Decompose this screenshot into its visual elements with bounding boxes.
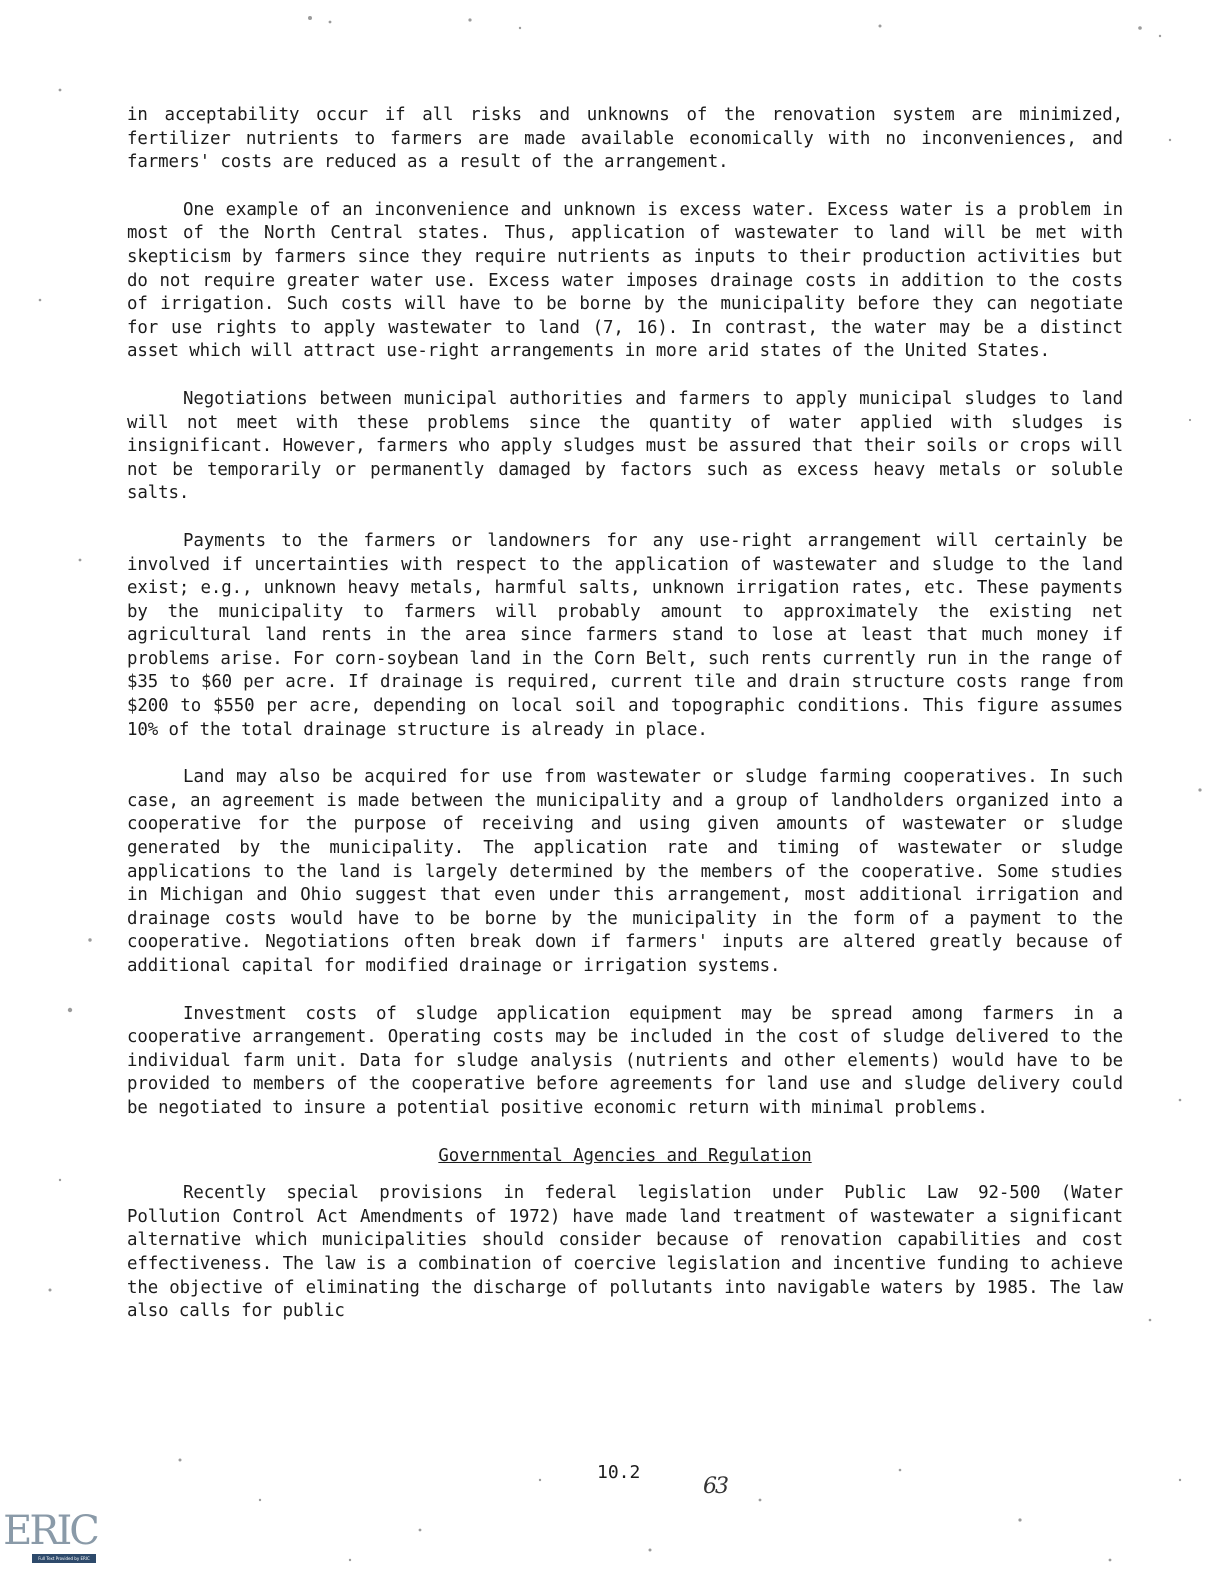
paragraph-3: Negotiations between municipal authorities and farmers to apply municipal sludges to land will not meet with these problems since the quantity of water applied with sludges is insignificant. However, farmers who apply sludges must be assured that their soils or crops will not be temporarily or permanently damaged by factors such as excess heavy metals or soluble salts. [127, 388, 1123, 504]
paragraph-5: Land may also be acquired for use from wastewater or sludge farming cooperatives. In such case, an agreement is made between the municipality and a group of landholders organized into a cooperative for the purpose of receiving and using given amounts of wastewater or sludge generated by the municipality. The application rate and timing of wastewater or sludge applications to the land is largely determined by the members of the cooperative. Some studies in Michigan and Ohio suggest that even under this arrangement, most additional irrigation and drainage costs would have to be borne by the municipality in the form of a payment to the cooperative. Negotiations often break down if farmers' inputs are altered greatly because of additional capital for modified drainage or irrigation systems. [127, 767, 1123, 976]
section-heading [127, 1145, 1123, 1169]
eric-logo-text: ERIC [3, 1508, 97, 1554]
page-mark: 63 [703, 1474, 727, 1499]
eric-logo-tagline: Full Text Provided by ERIC [32, 1554, 96, 1563]
paragraph-4: Payments to the farmers or landowners for any use-right arrangement will certainly be involved if uncertainties with respect to the application of wastewater and sludge to the land exist; e.g., unknown heavy metals, harmful salts, unknown irrigation rates, etc. These payments by the municipality to farmers will probably amount to approximately the existing net agricultural land rents in the area since farmers stand to lose at least that much money if problems arise. For corn-soybean land in the Corn Belt, such rents currently run in the range of $35 to $60 per acre. If drainage is required, current tile and drain structure costs range from $200 to $550 per acre, depending on local soil and topographic conditions. This figure assumes 10% of the total drainage structure is already in place. [127, 530, 1123, 740]
section-heading-text: Governmental Agencies and Regulation [438, 1145, 812, 1166]
paragraph-6: Investment costs of sludge application equipment may be spread among farmers in a cooperative arrangement. Operating costs may be included in the cost of sludge delivered to the individual farm unit. Data for sludge analysis (nutrients and other elements) would have to be provided to members of the cooperative before agreements for land use and sludge delivery could be negotiated to insure a potential positive economic return with minimal problems. [127, 1003, 1123, 1118]
paragraph-7: Recently special provisions in federal legislation under Public Law 92-500 (Water Pollution Control Act Amendments of 1972) have made land treatment of wastewater a significant alternative which municipalities should consider because of renovation capabilities and cost effectiveness. The law is a combination of coercive legislation and incentive funding to achieve the objective of eliminating the discharge of pollutants into navigable waters by 1985. The law also calls for public [127, 1183, 1123, 1322]
eric-logo [2, 1486, 98, 1578]
body-text [127, 104, 1123, 1348]
paragraph-2: One example of an inconvenience and unknown is excess water. Excess water is a problem in most of the North Central states. Thus, application of wastewater to land will be met with skepticism by farmers since they require nutrients as inputs to their production activities but do not require greater water use. Excess water imposes drainage costs in addition to the costs of irrigation. Such costs will have to be borne by the municipality before they can negotiate for use rights to apply wastewater to land (7, 16). In contrast, the water may be a distinct asset which will attract use-right arrangements in more arid states of the United States. [127, 199, 1123, 362]
paragraph-1: in acceptability occur if all risks and unknowns of the renovation system are minimized, fertilizer nutrients to farmers are made available economically with no inconveniences, and farmers' costs are reduced as a result of the arrangement. [127, 105, 1123, 173]
page-number: 10.2 [597, 1462, 641, 1483]
